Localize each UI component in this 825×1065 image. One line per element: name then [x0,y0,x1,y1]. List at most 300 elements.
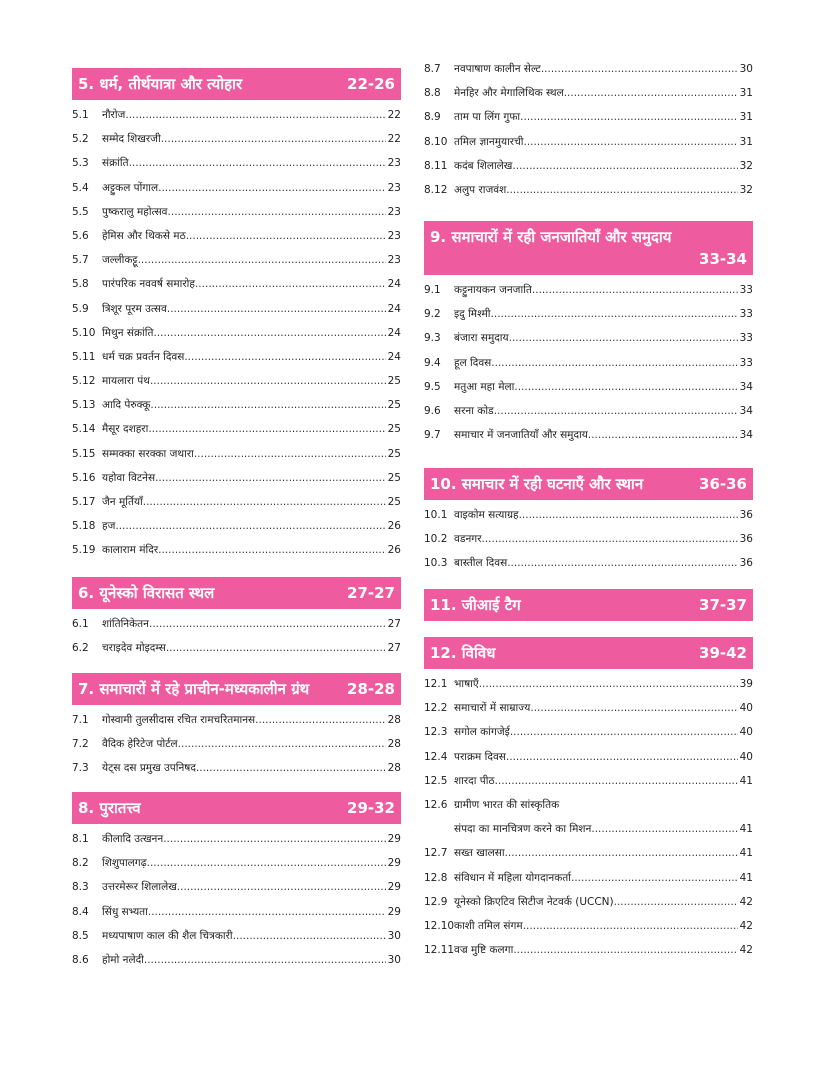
toc-page: 27 [387,618,401,630]
toc-row[interactable] [72,374,401,398]
toc-page: 25 [387,471,401,484]
toc-row[interactable] [424,532,753,556]
dot-leader [186,230,386,242]
toc-title: हेमिस और थिकसे मठ [102,229,186,242]
toc-number: 8.4 [72,905,89,918]
toc-number: 9.5 [424,380,441,393]
toc-row[interactable] [424,283,753,307]
toc-row[interactable] [72,953,401,977]
dot-leader [541,63,738,75]
toc-page: 41 [739,774,753,787]
toc-number: 7.3 [72,762,89,775]
toc-title: जैन मूर्तियाँ [102,496,143,508]
toc-row[interactable] [72,132,401,156]
toc-number: 9.4 [424,356,441,369]
toc-page: 40 [739,750,753,763]
toc-number: 5.4 [72,181,89,194]
toc-page: 22 [387,109,401,121]
section-11 [424,589,753,621]
toc-row[interactable] [424,135,753,159]
toc-page: 25 [387,496,401,508]
dot-leader [158,544,386,556]
toc-number: 5.18 [72,520,96,533]
toc-title: शिशुपालगढ़ [102,857,147,870]
toc-number: 6.1 [72,618,89,630]
section-title: 11. जीआई टैग [430,596,521,614]
toc-row[interactable] [72,108,401,132]
toc-title: अट्टुकल पोंगाल [102,181,159,194]
toc-page: 36 [739,509,753,521]
toc-page: 23 [387,254,401,267]
toc-row[interactable] [424,183,753,207]
toc-number: 5.5 [72,205,89,218]
toc-page: 33 [739,284,753,296]
toc-number: 8.6 [72,953,89,966]
toc-number: 5.12 [72,375,96,388]
section-header[interactable] [424,221,753,275]
toc-title: मायलारा पंथ [102,375,150,388]
toc-list [424,508,753,581]
toc-title: वज्र मुष्टि कलगा [454,944,514,957]
section-10 [424,468,753,581]
toc-title: हूल दिवस [454,356,492,369]
section-8 [72,792,401,977]
toc-row[interactable] [72,302,401,326]
toc-title: समाचारों में साम्राज्य [454,702,531,715]
toc-row[interactable] [72,181,401,205]
toc-page: 23 [387,181,401,194]
toc-number: 5.15 [72,447,96,460]
toc-row[interactable] [72,856,401,880]
toc-row[interactable] [72,617,401,641]
toc-page: 42 [739,919,753,932]
toc-row[interactable] [72,641,401,665]
toc-page: 31 [739,87,753,100]
dot-leader [155,472,386,484]
toc-title: सख्त खालसा [454,847,505,860]
toc-title: नौरोज [102,109,126,121]
toc-row[interactable] [72,277,401,301]
dot-leader [178,738,386,750]
toc-title: हज [102,520,116,533]
toc-page: 28 [387,714,401,726]
toc-title: सगोल कांगजेई [454,726,510,739]
toc-page: 33 [739,332,753,345]
section-header[interactable] [72,68,401,100]
toc-row[interactable] [424,307,753,331]
dot-leader [520,111,737,123]
toc-row[interactable] [72,761,401,785]
dot-leader [523,920,738,932]
toc-row[interactable] [72,350,401,374]
section-header[interactable] [424,468,753,500]
toc-page: 41 [739,823,753,836]
toc-row[interactable] [424,871,753,895]
toc-page: 26 [387,520,401,533]
toc-row[interactable] [424,895,753,919]
dot-leader [564,87,738,99]
toc-title: मध्यपाषाण काल की शैल चित्रकारी [102,929,233,942]
toc-title: सिंधु सभ्यता [102,905,148,918]
toc-page: 29 [387,833,401,845]
dot-leader [147,857,386,869]
toc-row[interactable] [424,725,753,749]
toc-page: 39 [739,678,753,690]
toc-row[interactable] [72,447,401,471]
toc-page: 42 [739,895,753,908]
toc-number: 5.9 [72,302,89,315]
toc-number: 10.3 [424,557,448,570]
toc-page: 23 [387,229,401,242]
toc-page: 32 [739,183,753,196]
dot-leader [507,557,737,569]
toc-row[interactable] [72,229,401,253]
toc-row[interactable] [72,543,401,567]
dot-leader [167,303,386,315]
toc-title: जल्लीकट्टू [102,254,138,267]
toc-title: ग्रामीण भारत की सांस्कृतिक [454,798,560,811]
toc-title: चराइदेव मोइदम्स [102,642,166,655]
toc-title: मेनहिर और मेगालिथिक स्थल [454,87,564,100]
toc-title: ताम पा लिंग गुफा [454,111,521,124]
toc-number: 12.3 [424,726,448,739]
toc-page: 34 [739,380,753,393]
toc-title: संक्रांति [102,157,129,170]
dot-leader [255,714,385,726]
toc-number: 9.7 [424,429,441,442]
section-header[interactable] [424,589,753,621]
dot-leader [158,182,386,194]
toc-row[interactable] [72,471,401,495]
toc-page: 26 [387,544,401,557]
toc-number: 5.16 [72,471,96,484]
section-pages: 28-28 [347,680,395,698]
toc-row[interactable] [72,929,401,953]
section-pages: 22-26 [347,75,395,93]
toc-title: शारदा पीठ [454,774,495,787]
dot-leader [495,775,738,787]
toc-row[interactable] [424,86,753,110]
toc-title: शांतिनिकेतन [102,618,149,630]
toc-number: 12.8 [424,871,448,884]
toc-page: 30 [387,953,401,966]
section-7 [72,673,401,786]
dot-leader [532,284,738,296]
toc-number: 8.3 [72,881,89,894]
toc-title: मतुआ महा मेला [454,380,515,393]
toc-title: बास्तील दिवस [454,557,508,570]
dot-leader [510,726,738,738]
toc-number: 8.11 [424,159,448,172]
section-header[interactable] [72,673,401,705]
toc-number: 8.2 [72,857,89,870]
toc-number: 5.6 [72,229,89,242]
toc-number: 12.1 [424,678,448,690]
toc-row[interactable] [72,253,401,277]
toc-number: 10.2 [424,533,448,546]
section-title: 5. धर्म, तीर्थयात्रा और त्योहार [78,75,243,93]
toc-page: 33 [739,356,753,369]
toc-number: 12.9 [424,895,448,908]
toc-number: 9.2 [424,308,441,321]
toc-title: बंजारा समुदाय [454,332,509,345]
toc-page: 42 [739,944,753,957]
toc-title: आदि पेरुक्कू [102,399,151,412]
toc-page: 25 [387,399,401,412]
toc-title: गोस्वामी तुलसीदास रचित रामचरितमानस [102,714,256,726]
toc-number: 8.5 [72,929,89,942]
dot-leader [514,381,737,393]
toc-row[interactable] [72,205,401,229]
dot-leader [184,351,385,363]
toc-row[interactable] [424,677,753,701]
toc-title: सम्मक्का सरक्का जथारा [102,447,194,460]
dot-leader [125,109,385,121]
toc-row-continuation[interactable] [424,822,753,846]
toc-page: 25 [387,447,401,460]
dot-leader [149,618,386,630]
toc-title: पुष्करालु महोत्सव [102,205,168,218]
toc-page: 41 [739,871,753,884]
dot-leader [168,206,386,218]
section-title: 12. विविध [430,644,496,662]
toc-row[interactable] [424,62,753,86]
toc-list [424,62,753,207]
toc-row[interactable] [72,495,401,519]
toc-title: अलुप राजवंश [454,183,507,196]
section-title: 10. समाचार में रही घटनाएँ और स्थान [430,475,644,493]
toc-page: 28 [387,762,401,775]
toc-page: 23 [387,157,401,170]
toc-title: सरना कोड [454,404,494,417]
toc-list [72,108,401,568]
toc-row[interactable] [72,737,401,761]
toc-row[interactable] [72,422,401,446]
dot-leader [519,509,738,521]
toc-number: 5.2 [72,133,89,146]
toc-row[interactable] [424,428,753,452]
dot-leader [153,327,385,339]
dot-leader [491,308,738,320]
toc-number: 9.3 [424,332,441,345]
toc-row[interactable] [424,701,753,725]
dot-leader [138,254,386,266]
toc-page: 24 [387,278,401,291]
toc-title: यहोवा विटनेस [102,471,156,484]
toc-number: 5.11 [72,350,96,363]
toc-row[interactable] [424,556,753,580]
toc-title: येट्स दस प्रमुख उपनिषद [102,762,196,775]
toc-title: पराक्रम दिवस [454,750,506,763]
section-header[interactable] [72,577,401,609]
dot-leader [150,399,385,411]
toc-title: कालाराम मंदिर [102,544,159,557]
toc-page: 23 [387,205,401,218]
toc-number: 8.1 [72,833,89,845]
toc-page: 41 [739,847,753,860]
toc-row[interactable] [424,380,753,404]
toc-page: 25 [387,375,401,388]
toc-page: 34 [739,429,753,442]
dot-leader [177,881,386,893]
dot-leader [150,375,386,387]
toc-row[interactable] [424,798,753,822]
toc-title: संपदा का मानचित्रण करने का मिशन [454,823,592,836]
toc-page: 29 [387,881,401,894]
toc-title: संविधान में महिला योगदानकर्ता [454,871,571,884]
dot-leader [195,278,386,290]
toc-row[interactable] [72,326,401,350]
section-9 [424,221,753,452]
toc-list [72,832,401,977]
toc-row[interactable] [424,508,753,532]
toc-number: 12.4 [424,750,448,763]
toc-page: 24 [387,350,401,363]
section-5 [72,68,401,568]
section-6 [72,577,401,665]
toc-row[interactable] [424,159,753,183]
section-header[interactable] [72,792,401,824]
toc-number: 6.2 [72,642,89,655]
toc-number: 8.7 [424,63,441,75]
toc-number: 5.7 [72,254,89,267]
section-pages: 37-37 [699,596,747,614]
toc-page: 27 [387,642,401,655]
toc-number: 12.7 [424,847,448,860]
toc-number: 5.8 [72,278,89,291]
toc-number: 12.10 [424,919,455,932]
toc-page: 36 [739,533,753,546]
toc-list [424,283,753,452]
toc-page: 31 [739,111,753,124]
section-pages: 29-32 [347,799,395,817]
dot-leader [571,872,738,884]
toc-number: 12.11 [424,944,455,957]
dot-leader [148,423,385,435]
dot-leader [479,678,738,690]
toc-title: पारंपरिक नववर्ष समारोह [102,278,195,291]
dot-leader [494,405,738,417]
section-8-continued [424,62,753,207]
dot-leader [143,496,386,508]
toc-title: काशी तमिल संगम [454,919,523,932]
dot-leader [588,429,738,441]
dot-leader [482,533,738,545]
toc-row[interactable] [424,750,753,774]
dot-leader [491,357,737,369]
toc-row[interactable] [424,846,753,870]
toc-row[interactable] [72,832,401,856]
toc-number: 5.1 [72,109,89,121]
toc-page: 24 [387,326,401,339]
toc-title: त्रिशूर पूरम उत्सव [102,302,167,315]
toc-title: यूनेस्को क्रिएटिव सिटीज नेटवर्क (UCCN) [454,895,614,908]
toc-title: कट्टुनायकन जनजाति [454,284,532,296]
toc-title: उत्तरमेरूर शिलालेख [102,881,177,894]
toc-title: समाचार में जनजातियाँ और समुदाय [454,429,588,442]
dot-leader [591,823,737,835]
toc-page: 30 [387,929,401,942]
dot-leader [513,944,737,956]
toc-row[interactable] [424,943,753,967]
dot-leader [166,642,386,654]
dot-leader [506,184,737,196]
toc-page: 22 [387,133,401,146]
toc-number: 8.10 [424,135,448,148]
toc-list [72,617,401,665]
toc-title: कदंब शिलालेख [454,159,513,172]
dot-leader [115,520,385,532]
section-pages: 33-34 [699,250,747,268]
toc-number: 9.6 [424,404,441,417]
toc-number: 5.3 [72,157,89,170]
toc-number: 8.8 [424,87,441,100]
toc-number: 8.9 [424,111,441,124]
toc-page: 36 [739,557,753,570]
toc-list [424,677,753,967]
toc-number: 8.12 [424,183,448,196]
toc-title: होमो नलेदी [102,953,144,966]
toc-page: 34 [739,404,753,417]
toc-page: 30 [739,63,753,75]
toc-title: सम्मेद शिखरजी [102,133,161,146]
toc-number: 5.19 [72,544,96,557]
toc-title: धर्म चक्र प्रवर्तन दिवस [102,350,185,363]
dot-leader [163,833,385,845]
toc-number: 12.2 [424,702,448,715]
toc-row[interactable] [72,905,401,929]
dot-leader [506,751,738,763]
toc-title: वैदिक हेरिटेज पोर्टल [102,738,178,751]
toc-title: मैसूर दशहरा [102,423,149,436]
section-pages: 36-36 [699,475,747,493]
toc-number: 12.6 [424,798,448,811]
toc-number: 7.1 [72,714,89,726]
dot-leader [194,448,386,460]
toc-page: 29 [387,905,401,918]
toc-number: 5.10 [72,326,96,339]
toc-row[interactable] [424,774,753,798]
toc-row[interactable] [72,519,401,543]
toc-number: 12.5 [424,774,448,787]
section-header[interactable] [424,637,753,669]
toc-row[interactable] [424,919,753,943]
toc-row[interactable] [424,356,753,380]
section-pages: 27-27 [347,584,395,602]
section-title: 6. यूनेस्को विरासत स्थल [78,584,215,602]
section-pages: 39-42 [699,644,747,662]
toc-title: वडनगर [454,533,482,546]
section-title: 9. समाचारों में रही जनजातियाँ और समुदाय [430,228,672,246]
dot-leader [524,136,738,148]
toc-row[interactable] [424,331,753,355]
toc-page: 31 [739,135,753,148]
toc-number: 5.17 [72,496,96,508]
toc-row[interactable] [424,110,753,134]
toc-title: भाषाएँ [454,678,479,690]
toc-row[interactable] [72,398,401,422]
toc-page: 28 [387,738,401,751]
toc-title: मिथुन संक्रांति [102,326,154,339]
dot-leader [129,157,386,169]
toc-row[interactable] [72,156,401,180]
toc-row[interactable] [424,404,753,428]
toc-number: 10.1 [424,509,448,521]
toc-page: 40 [739,702,753,715]
toc-row[interactable] [72,713,401,737]
toc-page: 24 [387,302,401,315]
toc-row[interactable] [72,880,401,904]
